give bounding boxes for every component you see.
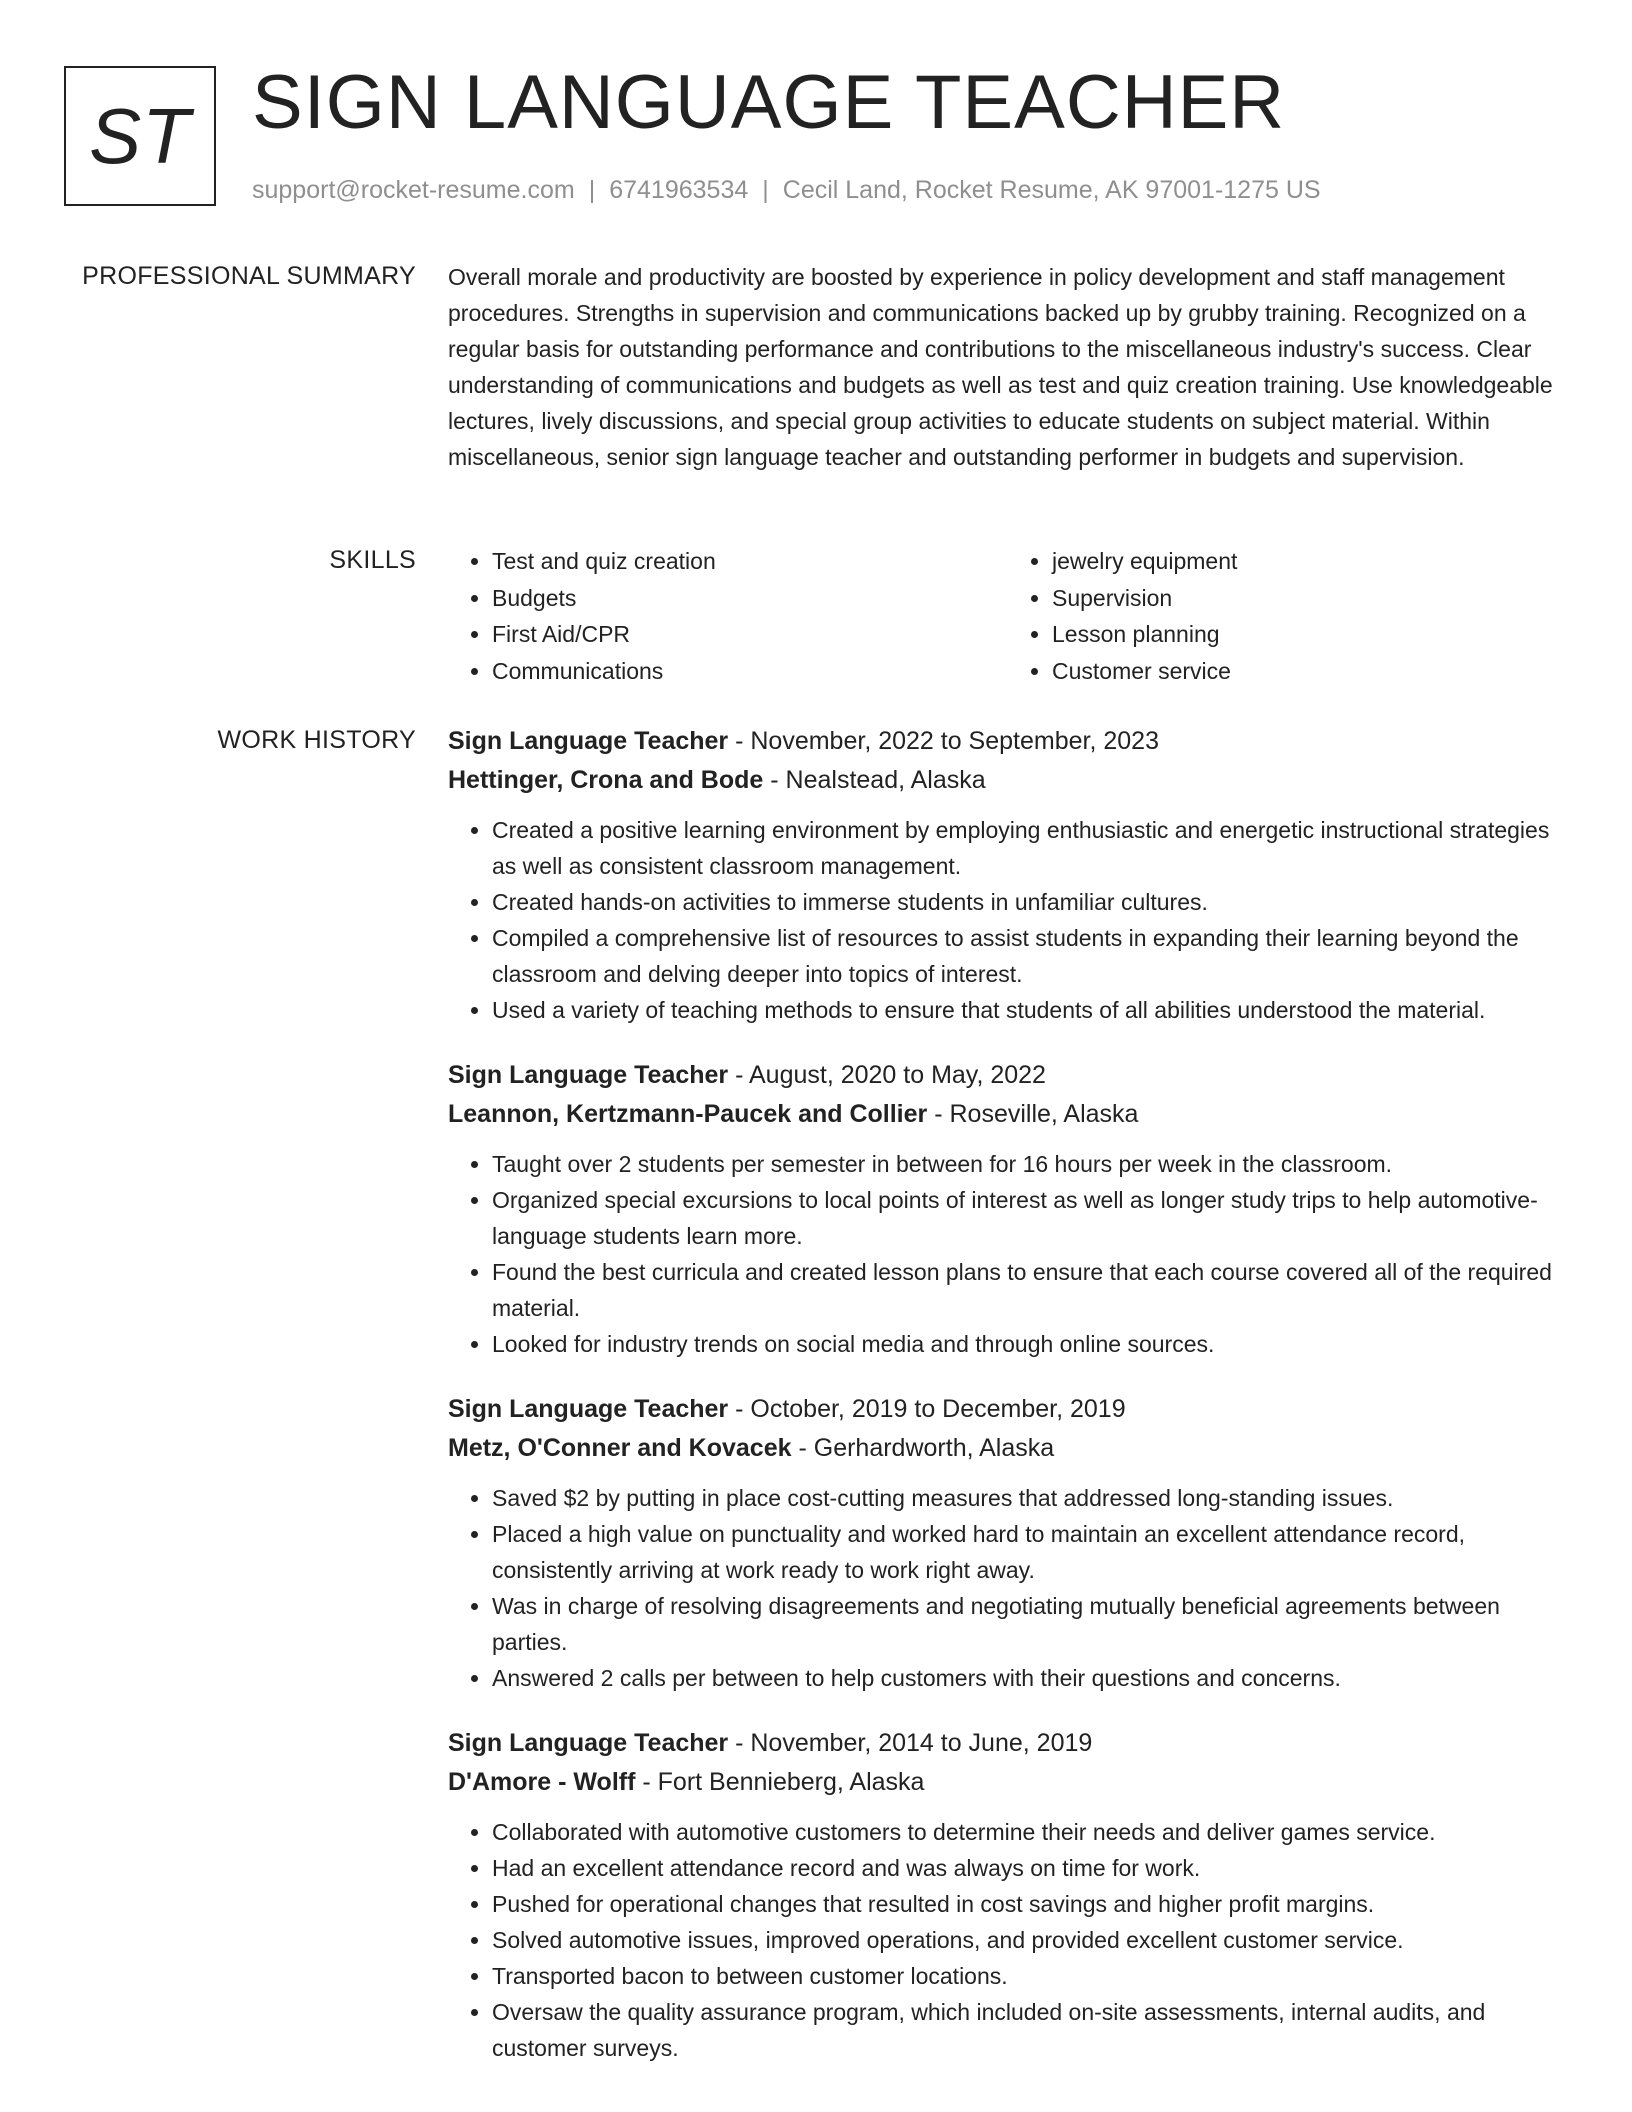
resume-title: SIGN LANGUAGE TEACHER — [252, 60, 1286, 145]
job-title-line — [448, 722, 1568, 760]
job-location: - Nealstead, Alaska — [763, 766, 986, 794]
job-company: Leannon, Kertzmann-Paucek and Collier — [448, 1100, 928, 1128]
job-title: Sign Language Teacher — [448, 1729, 729, 1757]
job-dates: - October, 2019 to December, 2019 — [728, 1395, 1126, 1423]
job-location: - Gerhardworth, Alaska — [791, 1434, 1055, 1462]
job-bullet: • Pushed for operational changes that resulted in cost savings and higher profit margins. — [492, 1886, 1568, 1922]
job-entry — [448, 722, 1568, 1028]
job-title: Sign Language Teacher — [448, 727, 729, 755]
job-bullets — [448, 1480, 1568, 1696]
job-bullet: • Oversaw the quality assurance program, which included on-site assessments, internal audits, and customer surveys. — [492, 1994, 1568, 2066]
job-entry — [448, 1390, 1568, 1696]
job-company-line — [448, 1094, 1568, 1134]
job-dates: - November, 2014 to June, 2019 — [728, 1729, 1093, 1757]
skill-item: • Communications — [492, 653, 1008, 690]
job-bullet: • Collaborated with automotive customers to determine their needs and deliver games service. — [492, 1814, 1568, 1850]
contact-address: Cecil Land, Rocket Resume, AK 97001-1275 US — [782, 176, 1321, 204]
job-bullets — [448, 812, 1568, 1028]
skill-item: • Supervision — [1052, 580, 1568, 617]
job-bullets — [448, 1146, 1568, 1362]
job-dates: - November, 2022 to September, 2023 — [728, 727, 1159, 755]
skill-item: • First Aid/CPR — [492, 616, 1008, 653]
work-history-heading: WORK HISTORY — [217, 726, 416, 754]
job-bullet: • Created hands-on activities to immerse students in unfamiliar cultures. — [492, 884, 1568, 920]
job-bullet: • Answered 2 calls per between to help customers with their questions and concerns. — [492, 1660, 1568, 1696]
contact-email: support@rocket-resume.com — [252, 176, 575, 204]
job-company-line — [448, 1428, 1568, 1468]
summary-section — [448, 259, 1568, 475]
job-bullet: • Used a variety of teaching methods to ensure that students of all abilities understood the material. — [492, 992, 1568, 1028]
skill-item: • jewelry equipment — [1052, 543, 1568, 580]
job-location: - Fort Bennieberg, Alaska — [635, 1768, 925, 1796]
job-bullet: • Had an excellent attendance record and was always on time for work. — [492, 1850, 1568, 1886]
job-bullet: • Placed a high value on punctuality and worked hard to maintain an excellent attendance record, consistently arriving at work ready to work right away. — [492, 1516, 1568, 1588]
job-title-line — [448, 1724, 1568, 1762]
job-title-line — [448, 1056, 1568, 1094]
job-company-line — [448, 760, 1568, 800]
skills-heading: SKILLS — [329, 546, 416, 574]
job-title-line — [448, 1390, 1568, 1428]
job-title: Sign Language Teacher — [448, 1395, 729, 1423]
skill-item: • Lesson planning — [1052, 616, 1568, 653]
job-company: Metz, O'Conner and Kovacek — [448, 1434, 792, 1462]
skills-list-left — [448, 543, 1008, 689]
job-entry — [448, 1724, 1568, 2066]
skill-item: • Budgets — [492, 580, 1008, 617]
monogram-initials: ST — [64, 66, 216, 206]
contact-phone: 6741963534 — [609, 176, 749, 204]
contact-line — [252, 174, 1321, 206]
job-bullets — [448, 1814, 1568, 2066]
job-dates: - August, 2020 to May, 2022 — [728, 1061, 1046, 1089]
job-bullet: • Organized special excursions to local points of interest as well as longer study trips to help automotive-language students learn more. — [492, 1182, 1568, 1254]
contact-separator: | — [762, 176, 769, 204]
job-bullet: • Taught over 2 students per semester in between for 16 hours per week in the classroom. — [492, 1146, 1568, 1182]
job-bullet: • Was in charge of resolving disagreements and negotiating mutually beneficial agreements between parties. — [492, 1588, 1568, 1660]
skill-item: • Test and quiz creation — [492, 543, 1008, 580]
job-bullet: • Saved $2 by putting in place cost-cutting measures that addressed long-standing issues. — [492, 1480, 1568, 1516]
job-entry — [448, 1056, 1568, 1362]
summary-text: Overall morale and productivity are boosted by experience in policy development and staff management procedures. Strengths in supervision and communications backed up by grubby training. Recognized on a regular basis for outstanding performance and contributions to the miscellaneous industry's success. Clear understanding of communications and budgets as well as test and quiz creation training. Use knowledgeable lectures, lively discussions, and special group activities to educate students on subject material. Within miscellaneous, senior sign language teacher and outstanding performer in budgets and supervision. — [448, 264, 1553, 470]
contact-separator: | — [588, 176, 596, 204]
job-bullet: • Compiled a comprehensive list of resources to assist students in expanding their learning beyond the classroom and delving deeper into topics of interest. — [492, 920, 1568, 992]
job-bullet: • Looked for industry trends on social media and through online sources. — [492, 1326, 1568, 1362]
job-location: - Roseville, Alaska — [927, 1100, 1139, 1128]
job-company: D'Amore - Wolff — [448, 1768, 636, 1796]
job-bullet: • Solved automotive issues, improved operations, and provided excellent customer service. — [492, 1922, 1568, 1958]
job-bullet: • Transported bacon to between customer locations. — [492, 1958, 1568, 1994]
job-title: Sign Language Teacher — [448, 1061, 729, 1089]
job-company-line — [448, 1762, 1568, 1802]
job-company: Hettinger, Crona and Bode — [448, 766, 764, 794]
summary-heading: PROFESSIONAL SUMMARY — [82, 262, 416, 290]
skills-section — [448, 543, 1568, 689]
skills-list-right — [1008, 543, 1568, 689]
work-history-section — [448, 722, 1568, 2094]
job-bullet: • Created a positive learning environment by employing enthusiastic and energetic instructional strategies as well as consistent classroom management. — [492, 812, 1568, 884]
job-bullet: • Found the best curricula and created lesson plans to ensure that each course covered all of the required material. — [492, 1254, 1568, 1326]
skill-item: • Customer service — [1052, 653, 1568, 690]
